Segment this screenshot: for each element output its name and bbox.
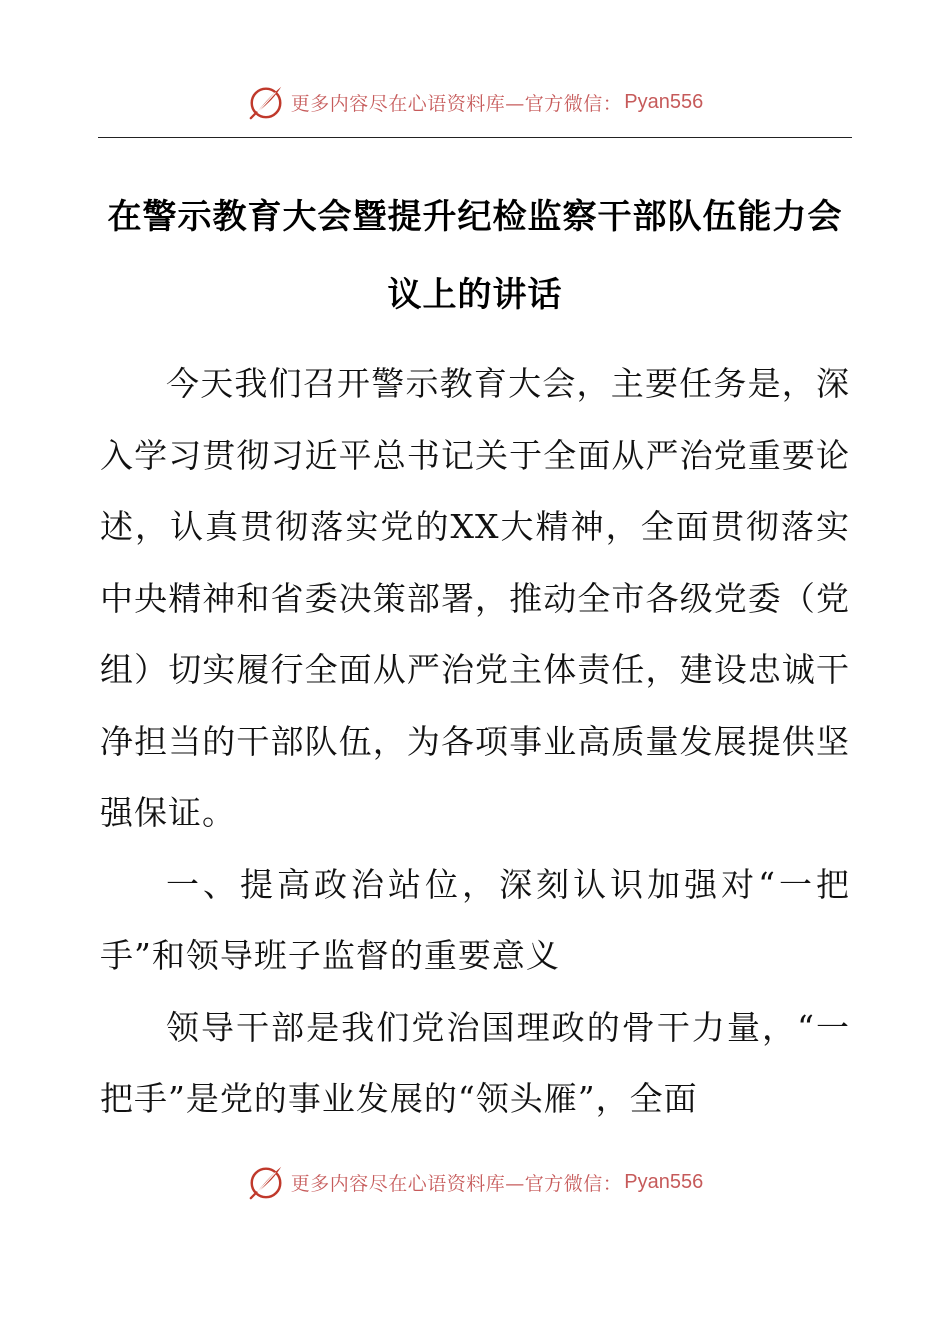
header-divider <box>98 137 852 138</box>
body-paragraph: 今天我们召开警示教育大会，主要任务是，深入学习贯彻习近平总书记关于全面从严治党重要论述，认真贯彻落实党的XX大精神，全面贯彻落实中央精神和省委决策部署，推动全市各级党委（党组）切实履行全面从严治党主体责任，建设忠诚干净担当的干部队伍，为各项事业高质量发展提供坚强保证。 <box>100 364 850 832</box>
footer-banner <box>0 1162 950 1202</box>
quill-logo-icon <box>247 83 285 121</box>
banner-text: 更多内容尽在心语资料库—官方微信： <box>290 1172 623 1195</box>
quill-logo-icon <box>247 1163 285 1201</box>
section-heading: 一、提高政治站位，深刻认识加强对“一把手”和领导班子监督的重要意义 <box>100 864 850 975</box>
body-paragraph: 领导干部是我们党治国理政的骨干力量，“一把手”是党的事业发展的“领头雁”，全面 <box>100 1007 850 1118</box>
banner-wechat-id: Pyan556 <box>624 1170 704 1193</box>
banner-text: 更多内容尽在心语资料库—官方微信： <box>290 92 623 115</box>
banner-wechat-id: Pyan556 <box>624 90 704 113</box>
document-title: 在警示教育大会暨提升纪检监察干部队伍能力会议上的讲话 <box>107 197 843 315</box>
header-banner <box>0 82 950 122</box>
document-body <box>100 348 850 1135</box>
